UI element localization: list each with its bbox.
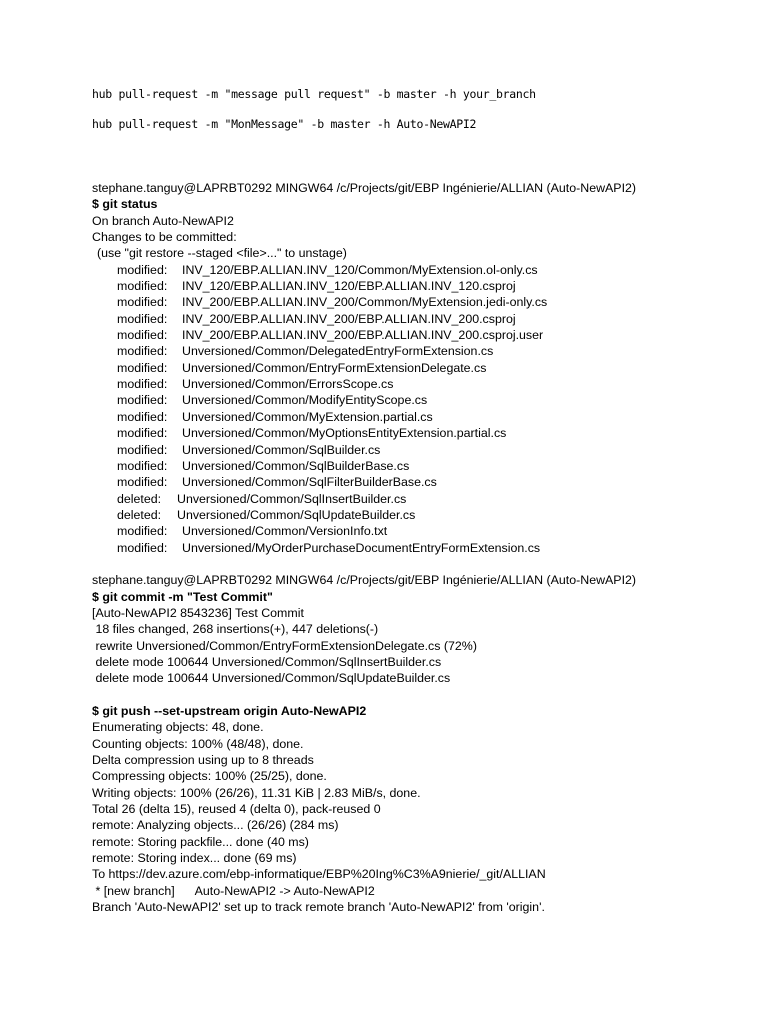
file-path: Unversioned/Common/MyExtension.partial.cs — [182, 409, 433, 424]
file-path: Unversioned/Common/EntryFormExtensionDelegate.cs — [182, 360, 487, 375]
file-status: modified: — [117, 475, 168, 490]
file-path: Unversioned/Common/SqlUpdateBuilder.cs — [177, 507, 416, 522]
file-status: modified: — [117, 328, 168, 343]
file-status: modified: — [117, 377, 168, 392]
push-output-line: * [new branch] Auto-NewAPI2 -> Auto-NewAPI2 — [92, 883, 375, 898]
file-path: INV_120/EBP.ALLIAN.INV_120/EBP.ALLIAN.INV_120.csproj — [182, 279, 516, 294]
push-output-line: Total 26 (delta 15), reused 4 (delta 0), pack-reused 0 — [92, 802, 381, 817]
staged-file-row — [92, 294, 752, 310]
file-path: Unversioned/Common/SqlInsertBuilder.cs — [177, 491, 407, 506]
file-status: modified: — [117, 311, 168, 326]
file-status: modified: — [117, 540, 168, 555]
staged-file-row — [92, 425, 752, 441]
file-path: INV_200/EBP.ALLIAN.INV_200/EBP.ALLIAN.INV_200.csproj.user — [182, 328, 544, 343]
push-output-line: remote: Analyzing objects... (26/26) (284 ms) — [92, 818, 339, 833]
push-output-line: To https://dev.azure.com/ebp-informatique/EBP%20Ing%C3%A9nierie/_git/ALLIAN — [92, 867, 546, 882]
staged-file-row — [92, 458, 752, 474]
staged-file-row — [92, 262, 752, 278]
push-output-line: remote: Storing index... done (69 ms) — [92, 851, 297, 866]
file-status: deleted: — [117, 507, 162, 522]
staged-file-row — [92, 392, 752, 408]
file-status: modified: — [117, 295, 168, 310]
changes-header: Changes to be committed: — [92, 230, 237, 245]
hub-command-line: hub pull-request -m "message pull request" -b master -h your_branch — [92, 87, 536, 101]
push-output-line: Writing objects: 100% (26/26), 11.31 KiB | 2.83 MiB/s, done. — [92, 785, 421, 800]
file-path: Unversioned/Common/SqlBuilder.cs — [182, 442, 381, 457]
staged-file-row — [92, 507, 752, 523]
file-path: Unversioned/Common/SqlBuilderBase.cs — [182, 458, 410, 473]
staged-file-row — [92, 409, 752, 425]
file-path: INV_120/EBP.ALLIAN.INV_120/Common/MyExtension.ol-only.cs — [182, 262, 538, 277]
file-path: Unversioned/Common/MyOptionsEntityExtension.partial.cs — [182, 426, 507, 441]
staged-file-row — [92, 491, 752, 507]
push-output-line: Compressing objects: 100% (25/25), done. — [92, 769, 327, 784]
push-output-line: remote: Storing packfile... done (40 ms) — [92, 834, 309, 849]
commit-output-line: delete mode 100644 Unversioned/Common/SqlInsertBuilder.cs — [92, 654, 442, 669]
staged-file-row — [92, 540, 752, 556]
file-status: modified: — [117, 279, 168, 294]
file-status: modified: — [117, 393, 168, 408]
file-path: Unversioned/Common/SqlFilterBuilderBase.cs — [182, 475, 437, 490]
file-status: modified: — [117, 442, 168, 457]
commit-output-line: delete mode 100644 Unversioned/Common/SqlUpdateBuilder.cs — [92, 671, 451, 686]
spacer — [92, 687, 752, 703]
file-status: modified: — [117, 524, 168, 539]
staged-file-list — [92, 262, 752, 556]
push-output — [92, 719, 752, 915]
staged-file-row — [92, 442, 752, 458]
staged-file-row — [92, 360, 752, 376]
file-path: Unversioned/Common/DelegatedEntryFormExtension.cs — [182, 344, 494, 359]
staged-file-row — [92, 278, 752, 294]
commit-output-line: rewrite Unversioned/Common/EntryFormExtensionDelegate.cs (72%) — [92, 638, 477, 653]
file-path: INV_200/EBP.ALLIAN.INV_200/Common/MyExtension.jedi-only.cs — [182, 295, 548, 310]
file-status: modified: — [117, 426, 168, 441]
spacer — [92, 556, 752, 572]
file-status: modified: — [117, 409, 168, 424]
file-path: INV_200/EBP.ALLIAN.INV_200/EBP.ALLIAN.INV_200.csproj — [182, 311, 516, 326]
file-status: deleted: — [117, 491, 162, 506]
staged-file-row — [92, 311, 752, 327]
hub-command-line: hub pull-request -m "MonMessage" -b master -h Auto-NewAPI2 — [92, 117, 477, 131]
file-path: Unversioned/Common/ErrorsScope.cs — [182, 377, 394, 392]
push-output-line: Delta compression using up to 8 threads — [92, 753, 314, 768]
shell-prompt: stephane.tanguy@LAPRBT0292 MINGW64 /c/Projects/git/EBP Ingénierie/ALLIAN (Auto-NewAPI2) — [92, 181, 637, 195]
file-path: Unversioned/Common/ModifyEntityScope.cs — [182, 393, 428, 408]
staged-file-row — [92, 376, 752, 392]
file-status: modified: — [117, 458, 168, 473]
push-output-line: Branch 'Auto-NewAPI2' set up to track remote branch 'Auto-NewAPI2' from 'origin'. — [92, 900, 545, 915]
git-push-command: $ git push --set-upstream origin Auto-NewAPI2 — [92, 704, 367, 718]
file-status: modified: — [117, 360, 168, 375]
shell-prompt: stephane.tanguy@LAPRBT0292 MINGW64 /c/Projects/git/EBP Ingénierie/ALLIAN (Auto-NewAPI2) — [92, 573, 637, 588]
file-path: Unversioned/Common/VersionInfo.txt — [182, 524, 388, 539]
commit-output-line: 18 files changed, 268 insertions(+), 447 deletions(-) — [92, 622, 379, 637]
staged-file-row — [92, 327, 752, 343]
staged-file-row — [92, 343, 752, 359]
commit-output-line: [Auto-NewAPI2 8543236] Test Commit — [92, 605, 304, 620]
push-output-line: Counting objects: 100% (48/48), done. — [92, 736, 304, 751]
staged-file-row — [92, 474, 752, 490]
file-path: Unversioned/MyOrderPurchaseDocumentEntryFormExtension.cs — [182, 540, 541, 555]
push-output-line: Enumerating objects: 48, done. — [92, 720, 264, 735]
file-status: modified: — [117, 262, 168, 277]
file-status: modified: — [117, 344, 168, 359]
git-status-command: $ git status — [92, 197, 158, 212]
restore-hint: (use "git restore --staged <file>..." to unstage) — [97, 246, 347, 261]
branch-line: On branch Auto-NewAPI2 — [92, 213, 234, 228]
staged-file-row — [92, 523, 752, 539]
terminal-log — [92, 180, 752, 915]
commit-output — [92, 605, 752, 687]
git-commit-command: $ git commit -m "Test Commit" — [92, 589, 273, 604]
